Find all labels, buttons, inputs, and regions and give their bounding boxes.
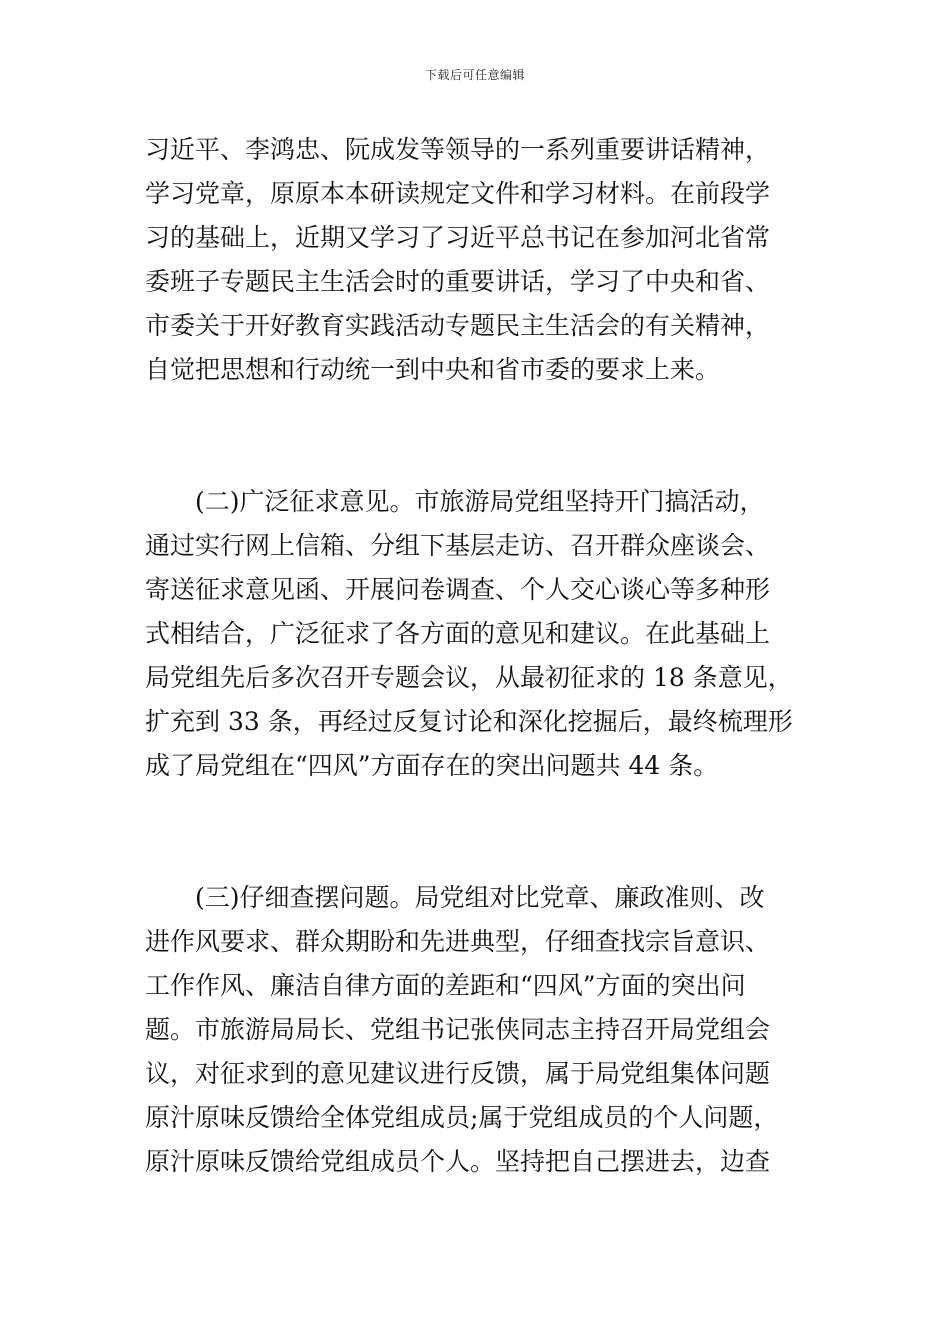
paragraph-line: 习的基础上，近期又学习了习近平总书记在参加河北省常	[145, 223, 771, 252]
paragraph-gap	[145, 392, 810, 480]
paragraph-line: 进作风要求、群众期盼和先进典型，仔细查找宗旨意识、	[145, 927, 771, 956]
paragraph-line: 寄送征求意见函、开展问卷调查、个人交心谈心等多种形	[145, 575, 771, 604]
paragraph-line: 通过实行网上信箱、分组下基层走访、召开群众座谈会、	[145, 531, 771, 560]
paragraph-line: 学习党章，原原本本研读规定文件和学习材料。在前段学	[145, 179, 771, 208]
paragraph-line: 委班子专题民主生活会时的重要讲话，学习了中央和省、	[145, 267, 771, 296]
paragraph-line: (三)仔细查摆问题。局党组对比党章、廉政准则、改	[195, 883, 765, 912]
paragraph-gap	[145, 788, 810, 876]
paragraph-line: 习近平、李鸿忠、阮成发等领导的一系列重要讲话精神，	[145, 135, 771, 164]
paragraph-3	[145, 876, 810, 1184]
paragraph-line: 市委关于开好教育实践活动专题民主生活会的有关精神，	[145, 311, 771, 340]
paragraph-1	[145, 128, 810, 392]
paragraph-line: 题。市旅游局局长、党组书记张侠同志主持召开局党组会	[145, 1015, 771, 1044]
paragraph-line: 局党组先后多次召开专题会议，从最初征求的 18 条意见，	[145, 663, 793, 692]
paragraph-2	[145, 480, 810, 788]
body-text	[145, 128, 810, 1184]
paragraph-line: 式相结合，广泛征求了各方面的意见和建议。在此基础上	[145, 619, 771, 648]
paragraph-line: 成了局党组在“四风”方面存在的突出问题共 44 条。	[145, 751, 719, 780]
paragraph-line: 扩充到 33 条，再经过反复讨论和深化挖掘后，最终梳理形	[145, 707, 793, 736]
paragraph-line: 工作作风、廉洁自律方面的差距和“四风”方面的突出问	[145, 971, 746, 1000]
paragraph-line: (二)广泛征求意见。市旅游局党组坚持开门搞活动，	[195, 487, 765, 516]
header-note: 下载后可任意编辑	[424, 68, 525, 82]
paragraph-line: 原汁原味反馈给党组成员个人。坚持把自己摆进去，边查	[145, 1147, 771, 1176]
paragraph-line: 自觉把思想和行动统一到中央和省市委的要求上来。	[145, 355, 721, 384]
paragraph-line: 原汁原味反馈给全体党组成员;属于党组成员的个人问题，	[145, 1103, 779, 1132]
paragraph-line: 议，对征求到的意见建议进行反馈，属于局党组集体问题	[145, 1059, 771, 1088]
